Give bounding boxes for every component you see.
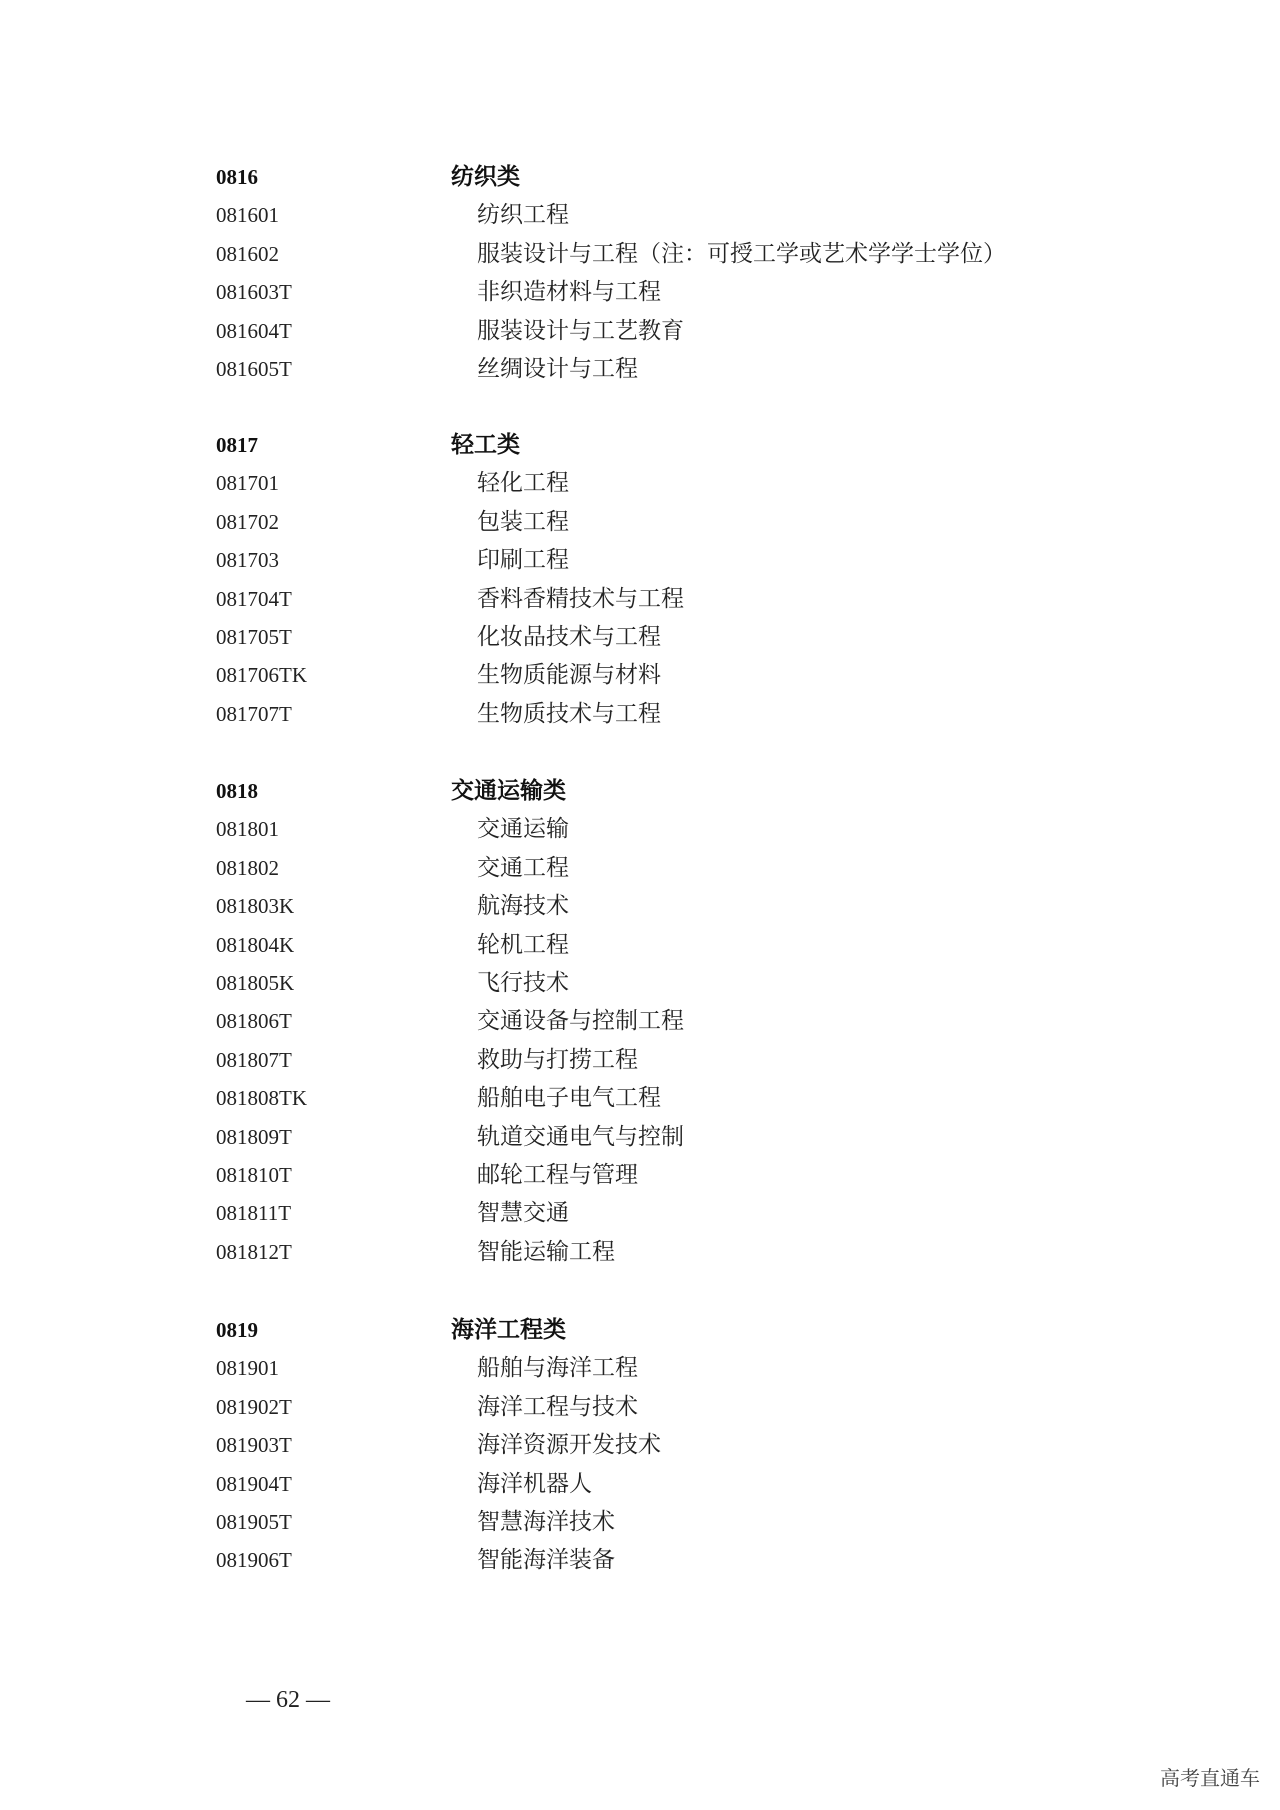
section-0819 [0,1311,1280,1580]
section-header [0,772,1280,810]
section-code: 0819 [216,1318,258,1342]
list-item [0,695,1280,733]
item-code: 081808TK [216,1086,307,1111]
item-code: 081812T [216,1239,292,1264]
list-item [0,849,1280,887]
item-name: 轮机工程 [477,931,569,958]
page-number: — 62 — [246,1687,330,1713]
item-code: 081806T [216,1009,292,1034]
list-item [0,618,1280,656]
list-item [0,541,1280,579]
item-code: 081705T [216,624,292,649]
list-item [0,656,1280,694]
section-title: 纺织类 [451,164,520,190]
item-code: 081804K [216,932,295,957]
item-name: 包装工程 [477,508,569,535]
list-item [0,1002,1280,1040]
item-code: 081811T [216,1201,292,1226]
item-code: 081906T [216,1548,292,1573]
list-item [0,1156,1280,1194]
item-name: 海洋工程与技术 [477,1393,638,1420]
item-name: 印刷工程 [477,547,569,574]
item-code: 081810T [216,1162,292,1187]
item-code: 081905T [216,1509,292,1534]
section-title: 交通运输类 [451,778,566,804]
list-item [0,1541,1280,1579]
list-item [0,964,1280,1002]
item-name: 非织造材料与工程 [477,279,661,306]
section-code: 0818 [216,779,258,803]
item-code: 081605T [216,356,292,381]
list-item [0,350,1280,388]
section-title: 海洋工程类 [451,1317,566,1343]
item-code: 081706TK [216,663,307,688]
section-header [0,1311,1280,1349]
section-0816 [0,158,1280,388]
list-item [0,503,1280,541]
list-item [0,1233,1280,1271]
item-code: 081809T [216,1124,292,1149]
item-name: 轻化工程 [477,470,569,497]
item-code: 081803K [216,894,295,919]
section-0818 [0,772,1280,1271]
item-code: 081801 [216,817,279,842]
item-name: 智能海洋装备 [477,1547,615,1574]
item-code: 081707T [216,701,292,726]
item-name: 生物质能源与材料 [477,662,661,689]
list-item [0,580,1280,618]
item-name: 智慧海洋技术 [477,1508,615,1535]
item-code: 081903T [216,1433,292,1458]
item-name: 交通运输 [477,816,569,843]
item-code: 081805K [216,970,295,995]
item-name: 智能运输工程 [477,1238,615,1265]
list-item [0,1426,1280,1464]
section-0817 [0,426,1280,733]
item-code: 081601 [216,203,279,228]
item-name: 智慧交通 [477,1200,569,1227]
section-code: 0817 [216,433,258,457]
list-item [0,312,1280,350]
list-item [0,810,1280,848]
item-name: 丝绸设计与工程 [477,355,638,382]
list-item [0,1465,1280,1503]
item-code: 081602 [216,241,279,266]
section-code: 0816 [216,165,258,189]
item-name: 交通设备与控制工程 [477,1008,684,1035]
item-name: 服装设计与工程（注：可授工学或艺术学学士学位） [477,240,1006,267]
item-code: 081603T [216,280,292,305]
section-header [0,158,1280,196]
item-name: 服装设计与工艺教育 [477,317,684,344]
item-code: 081901 [216,1356,279,1381]
item-name: 轨道交通电气与控制 [477,1123,684,1150]
item-code: 081703 [216,548,279,573]
item-name: 纺织工程 [477,202,569,229]
item-code: 081902T [216,1394,292,1419]
list-item [0,1388,1280,1426]
list-item [0,1194,1280,1232]
item-name: 船舶电子电气工程 [477,1085,661,1112]
list-item [0,1503,1280,1541]
list-item [0,464,1280,502]
item-name: 化妆品技术与工程 [477,623,661,650]
item-code: 081904T [216,1471,292,1496]
watermark: 高考直通车 [1160,1766,1260,1790]
item-code: 081702 [216,509,279,534]
item-code: 081807T [216,1047,292,1072]
list-item [0,1118,1280,1156]
item-name: 航海技术 [477,893,569,920]
item-name: 交通工程 [477,854,569,881]
item-code: 081704T [216,586,292,611]
item-name: 救助与打捞工程 [477,1046,638,1073]
item-name: 邮轮工程与管理 [477,1161,638,1188]
item-code: 081604T [216,318,292,343]
item-name: 海洋机器人 [477,1470,592,1497]
list-item [0,926,1280,964]
item-name: 飞行技术 [477,969,569,996]
item-code: 081802 [216,855,279,880]
list-item [0,887,1280,925]
list-item [0,196,1280,234]
list-item [0,1079,1280,1117]
item-name: 香料香精技术与工程 [477,585,684,612]
item-code: 081701 [216,471,279,496]
section-title: 轻工类 [451,432,520,458]
list-item [0,1041,1280,1079]
item-name: 船舶与海洋工程 [477,1355,638,1382]
section-header [0,426,1280,464]
item-name: 海洋资源开发技术 [477,1432,661,1459]
list-item [0,273,1280,311]
list-item [0,1349,1280,1387]
list-item [0,235,1280,273]
item-name: 生物质技术与工程 [477,700,661,727]
